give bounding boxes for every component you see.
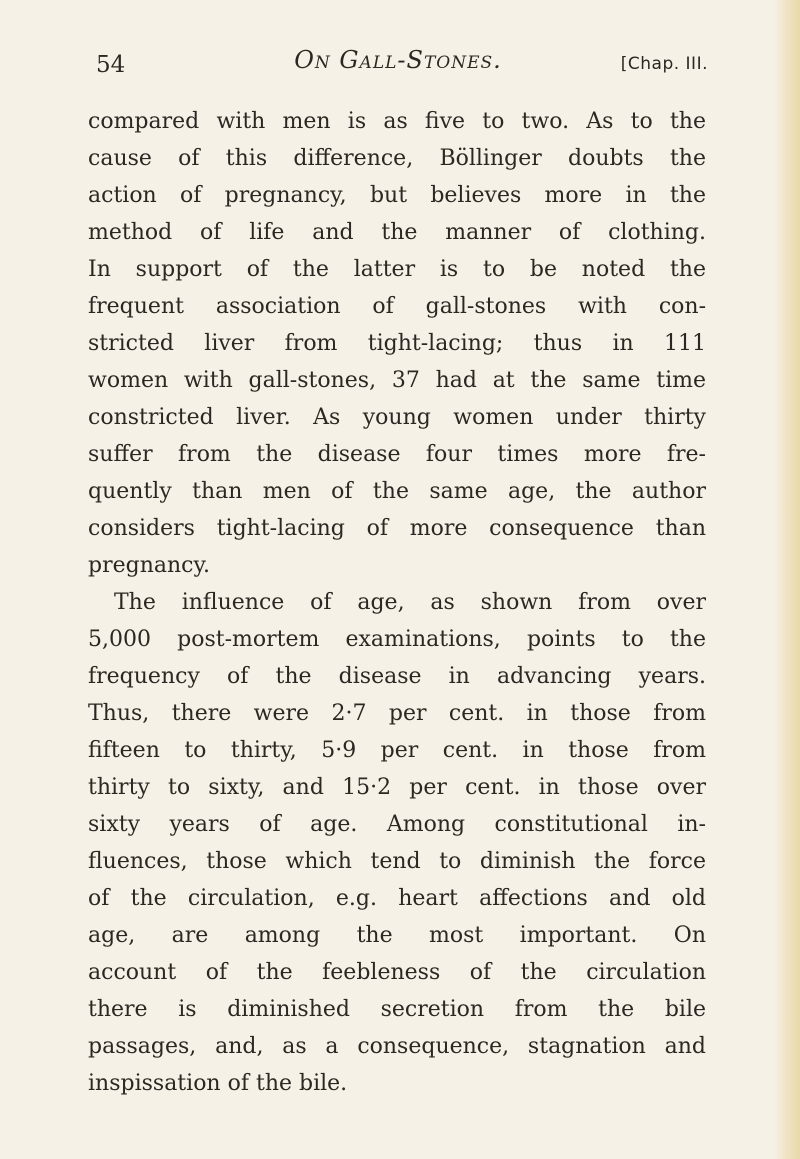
text-line: pregnancy. xyxy=(88,553,210,578)
page-edge xyxy=(774,0,800,1159)
text-line: frequent association of gall-stones with con- xyxy=(88,294,706,319)
body-text xyxy=(88,103,706,1102)
text-line: women with gall-stones, 37 had at the same time xyxy=(88,368,706,393)
text-line: passages, and, as a consequence, stagnation and xyxy=(88,1034,706,1059)
text-line: 5,000 post-mortem examinations, points to the xyxy=(88,627,706,652)
text-line: account of the feebleness of the circulation xyxy=(88,960,706,985)
chapter-reference: [Chap. III. xyxy=(620,54,708,74)
text-line: sixty years of age. Among constitutional in- xyxy=(88,812,706,837)
running-header xyxy=(88,46,708,86)
text-line: age, are among the most important. On xyxy=(88,923,706,948)
text-line: constricted liver. As young women under thirty xyxy=(88,405,706,430)
text-line: Thus, there were 2·7 per cent. in those from xyxy=(88,701,706,726)
text-line: compared with men is as five to two. As to the xyxy=(88,109,706,134)
page-number: 54 xyxy=(96,52,126,78)
running-title: On Gall-Stones. xyxy=(294,46,502,74)
text-line: thirty to sixty, and 15·2 per cent. in those over xyxy=(88,775,706,800)
text-line: frequency of the disease in advancing years. xyxy=(88,664,706,689)
text-line: quently than men of the same age, the author xyxy=(88,479,706,504)
text-line: fluences, those which tend to diminish the force xyxy=(88,849,706,874)
text-line: method of life and the manner of clothing. xyxy=(88,220,706,245)
text-line: stricted liver from tight-lacing; thus in 111 xyxy=(88,331,706,356)
text-line: there is diminished secretion from the bile xyxy=(88,997,706,1022)
paragraph xyxy=(88,103,706,584)
text-line: considers tight-lacing of more consequence than xyxy=(88,516,706,541)
text-line: fifteen to thirty, 5·9 per cent. in those from xyxy=(88,738,706,763)
text-line: cause of this difference, Böllinger doubts the xyxy=(88,146,706,171)
text-line: suffer from the disease four times more fre- xyxy=(88,442,706,467)
text-line: In support of the latter is to be noted the xyxy=(88,257,706,282)
text-line: of the circulation, e.g. heart affections and old xyxy=(88,886,706,911)
text-line: inspissation of the bile. xyxy=(88,1071,348,1096)
text-line: action of pregnancy, but believes more in the xyxy=(88,183,706,208)
text-line: The influence of age, as shown from over xyxy=(114,590,706,615)
paragraph xyxy=(88,584,706,1102)
